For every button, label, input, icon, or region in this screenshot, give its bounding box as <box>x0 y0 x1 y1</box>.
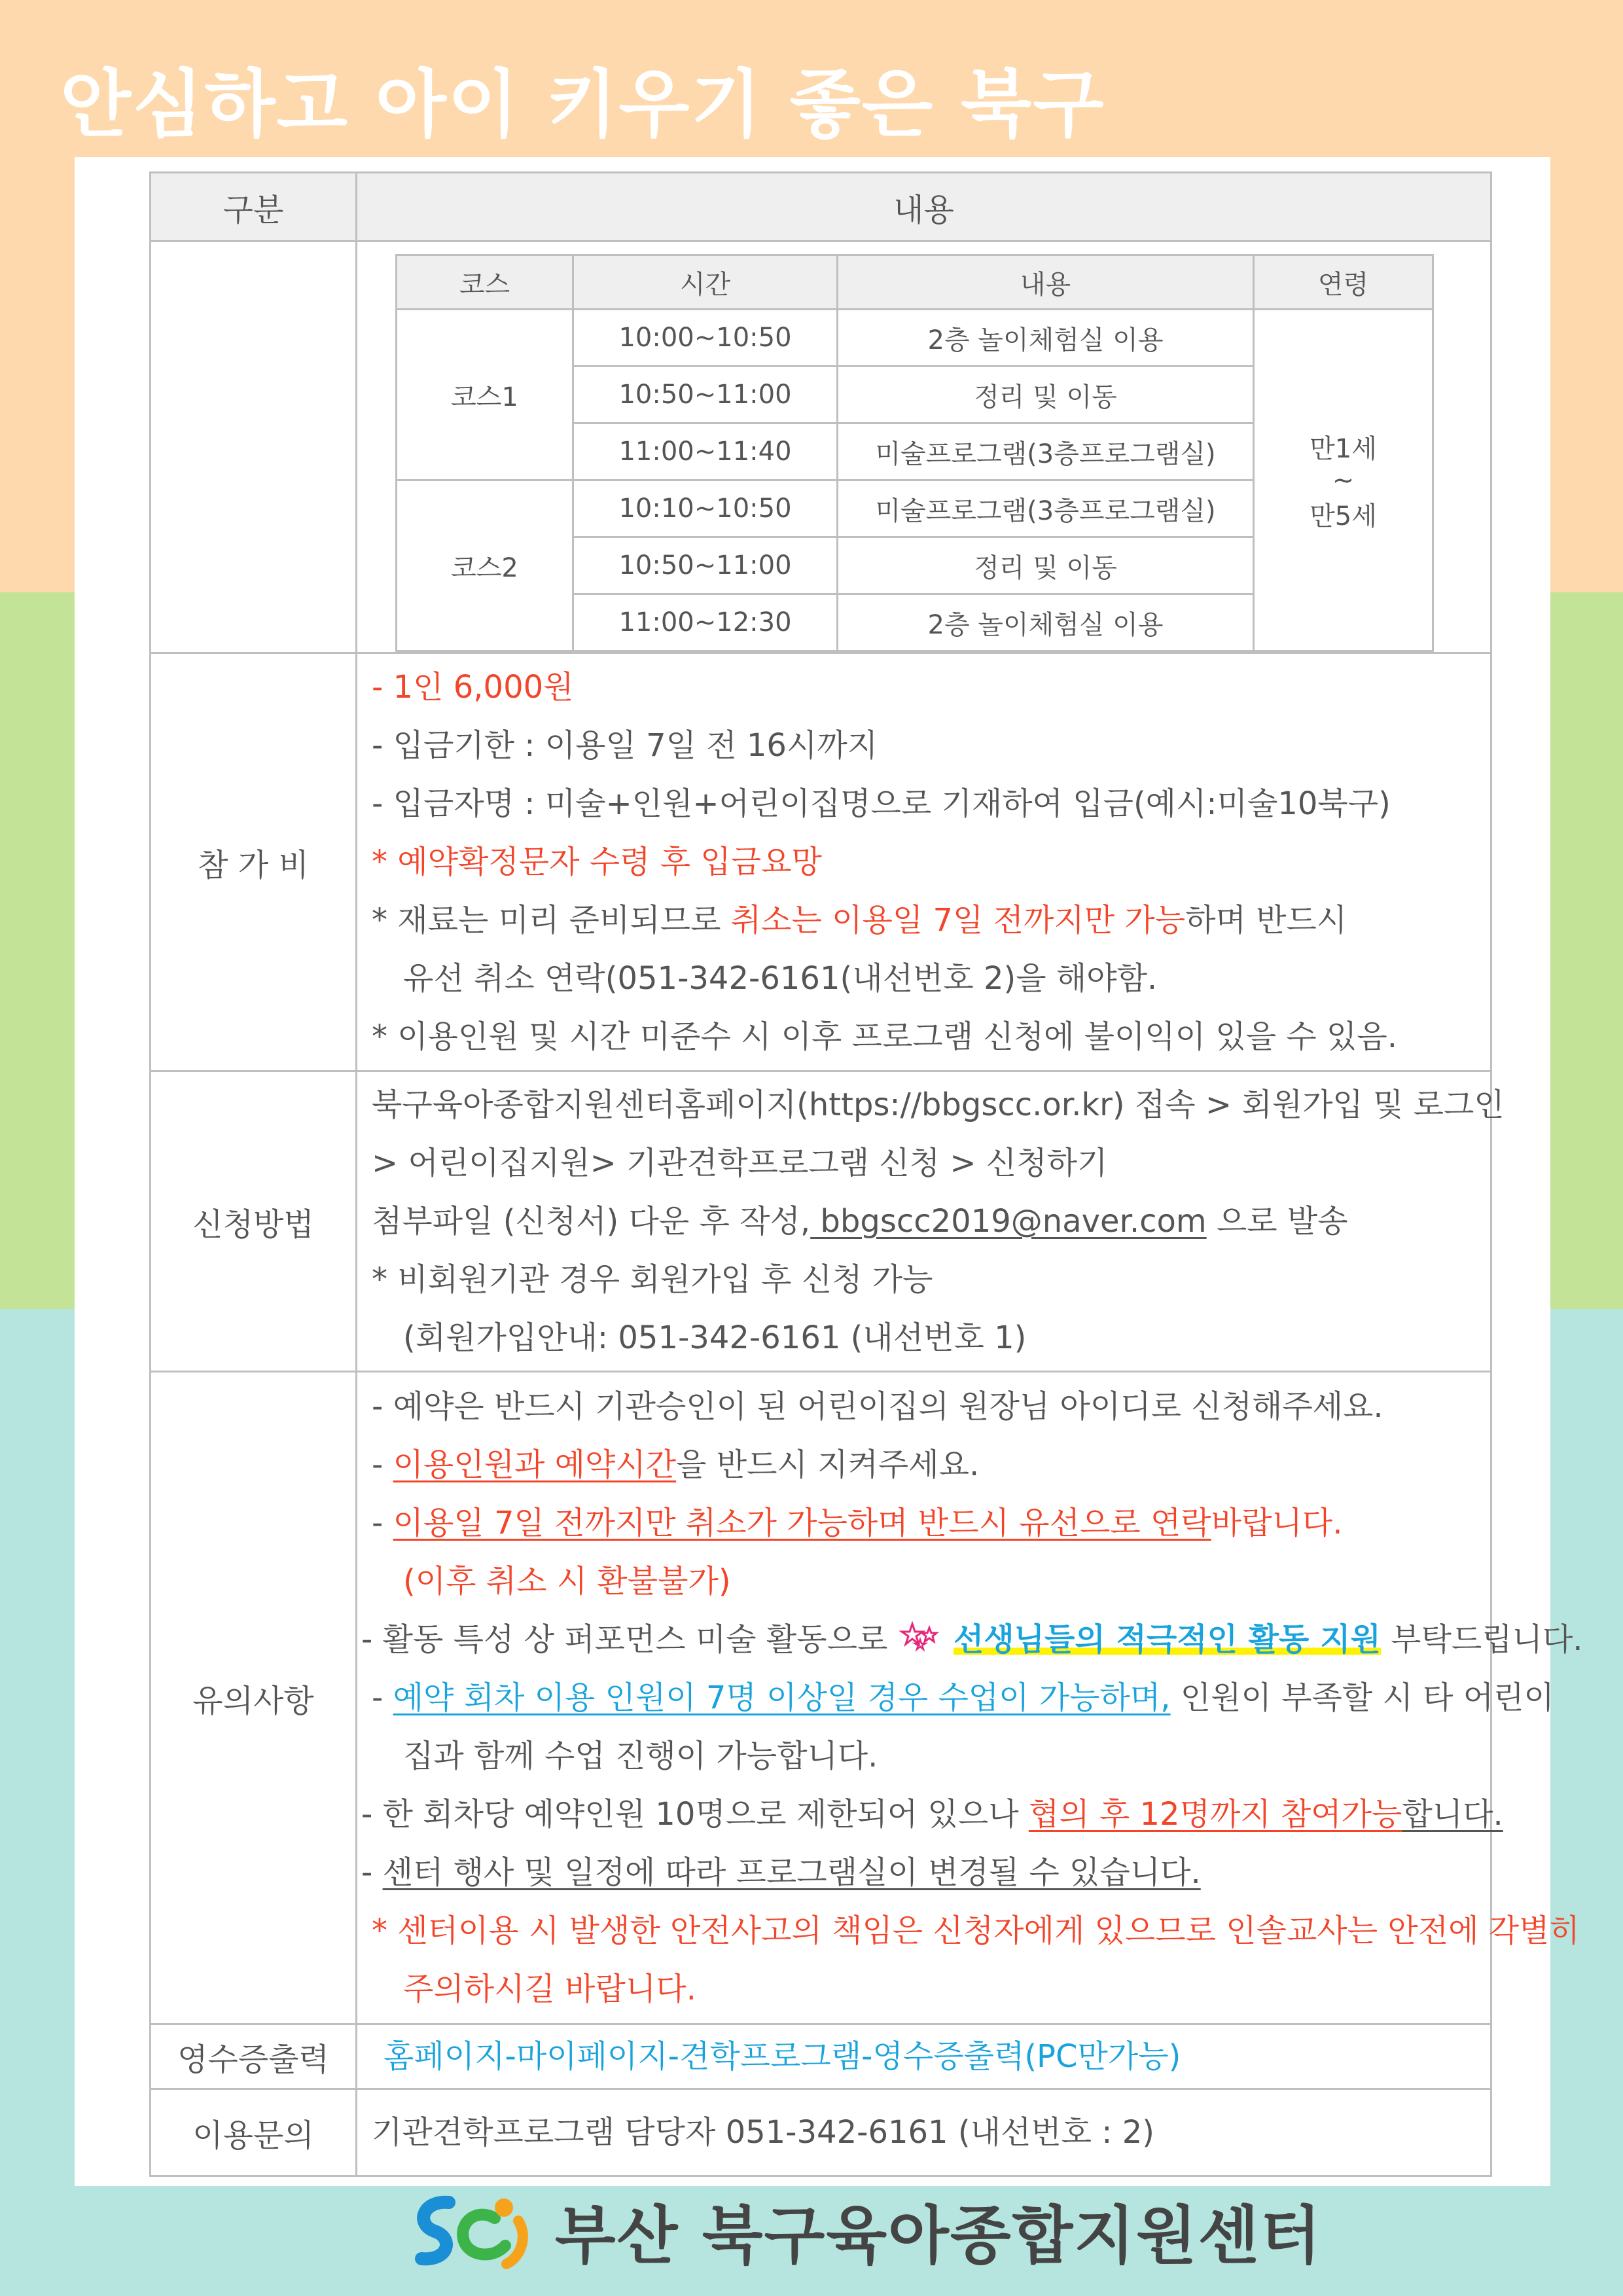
note-text: 인원이 부족할 시 타 어린이 <box>1170 1679 1554 1716</box>
note-emphasis: 이용일 7일 전까지만 취소가 가능하며 반드시 유선으로 연락 <box>393 1504 1211 1541</box>
fee-price: - 1인 6,000원 <box>372 668 574 706</box>
schedule-content: 미술프로그램(3층프로그램실) <box>838 480 1254 537</box>
schedule-time: 11:00~11:40 <box>573 423 838 480</box>
note-item-cont: 집과 함께 수업 진행이 가능합니다. <box>403 1737 878 1774</box>
page-title: 안심하고 아이 키우기 좋은 북구 <box>60 62 1105 147</box>
schedule-row-item <box>397 310 1433 367</box>
header-category: 구분 <box>151 173 357 242</box>
note-emphasis: 협의 후 12명까지 참여가능 <box>1028 1795 1402 1833</box>
fee-deadline: - 입금기한 : 이용일 7일 전 16시까지 <box>372 726 878 764</box>
header-content: 내용 <box>357 173 1491 242</box>
schedule-row <box>151 242 1491 653</box>
note-refund: (이후 취소 시 환불불가) <box>403 1562 731 1600</box>
schedule-time: 10:00~10:50 <box>573 310 838 367</box>
fee-confirm-note: * 예약확정문자 수령 후 입금요망 <box>372 843 822 880</box>
receipt-path: 홈페이지-마이페이지-견학프로그램-영수증출력(PC만가능) <box>383 2037 1181 2075</box>
center-logo-icon <box>403 2188 541 2273</box>
receipt-cell <box>357 2024 1491 2089</box>
inquiry-contact: 기관견학프로그램 담당자 051-342-6161 (내선번호 : 2) <box>372 2113 1155 2151</box>
info-table-header <box>151 173 1491 242</box>
note-safety: * 센터이용 시 발생한 안전사고의 책임은 신청자에게 있으므로 인솔교사는 안전에 각별히 <box>372 1912 1580 1949</box>
apply-signup-contact: (회원가입안내: 051-342-6161 (내선번호 1) <box>403 1319 1027 1356</box>
apply-step-2: > 어린이집지원> 기관견학프로그램 신청 > 신청하기 <box>372 1144 1108 1181</box>
schedule-table <box>395 254 1434 652</box>
note-text: 센터 행사 및 일정에 따라 프로그램실이 변경될 수 있습니다. <box>382 1854 1201 1891</box>
inquiry-cell <box>357 2089 1491 2176</box>
notes-cell <box>357 1372 1583 2024</box>
schedule-time: 10:10~10:50 <box>573 480 838 537</box>
fee-cancel-text: 하며 반드시 <box>1185 901 1347 939</box>
schedule-content: 미술프로그램(3층프로그램실) <box>838 423 1254 480</box>
apply-attachment-text: 으로 발송 <box>1206 1202 1348 1240</box>
note-item <box>372 1436 1476 1494</box>
schedule-content: 2층 놀이체험실 이용 <box>838 310 1254 367</box>
note-item <box>372 1669 1554 1727</box>
apply-row <box>151 1071 1491 1372</box>
age-from: 만1세 <box>1310 433 1377 464</box>
fee-label: 참 가 비 <box>151 653 357 1071</box>
center-name: 부산 북구육아종합지원센터 <box>555 2198 1323 2272</box>
note-item <box>361 1844 1476 1902</box>
schedule-label <box>151 242 357 653</box>
note-text: 합니다. <box>1402 1795 1503 1833</box>
note-highlight: 선생님들의 적극적인 활동 지원 <box>953 1621 1381 1658</box>
inquiry-label: 이용문의 <box>151 2089 357 2176</box>
schedule-header-row <box>397 255 1433 310</box>
apply-attachment <box>372 1193 1476 1251</box>
note-text: 을 반드시 지켜주세요. <box>676 1446 980 1483</box>
schedule-time: 10:50~11:00 <box>573 537 838 594</box>
apply-cell <box>357 1071 1505 1372</box>
schedule-time: 10:50~11:00 <box>573 367 838 423</box>
note-dash: - <box>372 1679 393 1716</box>
course-name: 코스2 <box>397 480 573 651</box>
schedule-header-course: 코스 <box>397 255 573 310</box>
schedule-content: 정리 및 이동 <box>838 537 1254 594</box>
age-to: 만5세 <box>1310 501 1377 531</box>
note-safety-cont: 주의하시길 바랍니다. <box>403 1970 696 2007</box>
age-range <box>1254 310 1433 651</box>
note-text: 부탁드립니다. <box>1380 1621 1583 1658</box>
schedule-cell <box>357 242 1491 653</box>
fee-penalty-note: * 이용인원 및 시간 미준수 시 이후 프로그램 신청에 불이익이 있을 수 있음. <box>372 1018 1398 1055</box>
note-dash: - <box>361 1854 383 1891</box>
age-tilde: ~ <box>1332 465 1355 495</box>
note-dash: - <box>372 1504 393 1541</box>
schedule-header-content: 내용 <box>838 255 1254 310</box>
notes-row <box>151 1372 1491 2024</box>
schedule-header-age: 연령 <box>1254 255 1433 310</box>
apply-label: 신청방법 <box>151 1071 357 1372</box>
apply-email-link[interactable]: bbgscc2019@naver.com <box>810 1202 1207 1240</box>
footer <box>403 2191 1322 2270</box>
note-emphasis: 이용인원과 예약시간 <box>393 1446 677 1483</box>
note-dash: - <box>372 1446 393 1483</box>
fee-cancel-text: * 재료는 미리 준비되므로 <box>372 901 731 939</box>
schedule-header-time: 시간 <box>573 255 838 310</box>
note-text: 바랍니다. <box>1211 1504 1343 1541</box>
note-item <box>372 1494 1476 1552</box>
note-text: - 한 회차당 예약인원 10명으로 제한되어 있으나 <box>361 1795 1029 1833</box>
schedule-content: 2층 놀이체험실 이용 <box>838 594 1254 651</box>
fee-cancel-emphasis: 취소는 이용일 7일 전까지만 가능 <box>730 901 1186 939</box>
fee-depositor: - 입금자명 : 미술+인원+어린이집명으로 기재하여 입금(예시:미술10북구) <box>372 785 1391 822</box>
sparkle-icon <box>898 1620 944 1653</box>
note-text: - 활동 특성 상 퍼포먼스 미술 활동으로 <box>361 1621 898 1658</box>
notes-label: 유의사항 <box>151 1372 357 2024</box>
apply-step-1: 북구육아종합지원센터홈페이지(https://bbgscc.or.kr) 접속 > 회원가입 및 로그인 <box>372 1086 1505 1123</box>
schedule-time: 11:00~12:30 <box>573 594 838 651</box>
info-table <box>149 171 1583 2177</box>
apply-attachment-text: 첨부파일 (신청서) 다운 후 작성, <box>372 1202 811 1240</box>
note-item <box>361 1611 1583 1669</box>
course-name: 코스1 <box>397 310 573 480</box>
note-item <box>361 1785 1503 1844</box>
receipt-label: 영수증출력 <box>151 2024 357 2089</box>
fee-cancel-note <box>372 891 1476 950</box>
fee-row <box>151 653 1491 1071</box>
note-emphasis: 예약 회차 이용 인원이 7명 이상일 경우 수업이 가능하며, <box>393 1679 1171 1716</box>
inquiry-row <box>151 2089 1491 2176</box>
note-item: - 예약은 반드시 기관승인이 된 어린이집의 원장님 아이디로 신청해주세요. <box>372 1388 1383 1425</box>
fee-cancel-contact: 유선 취소 연락(051-342-6161(내선번호 2)을 해야함. <box>403 960 1158 997</box>
receipt-row <box>151 2024 1491 2089</box>
fee-cell <box>357 653 1491 1071</box>
schedule-content: 정리 및 이동 <box>838 367 1254 423</box>
apply-nonmember-note: * 비회원기관 경우 회원가입 후 신청 가능 <box>372 1261 933 1298</box>
